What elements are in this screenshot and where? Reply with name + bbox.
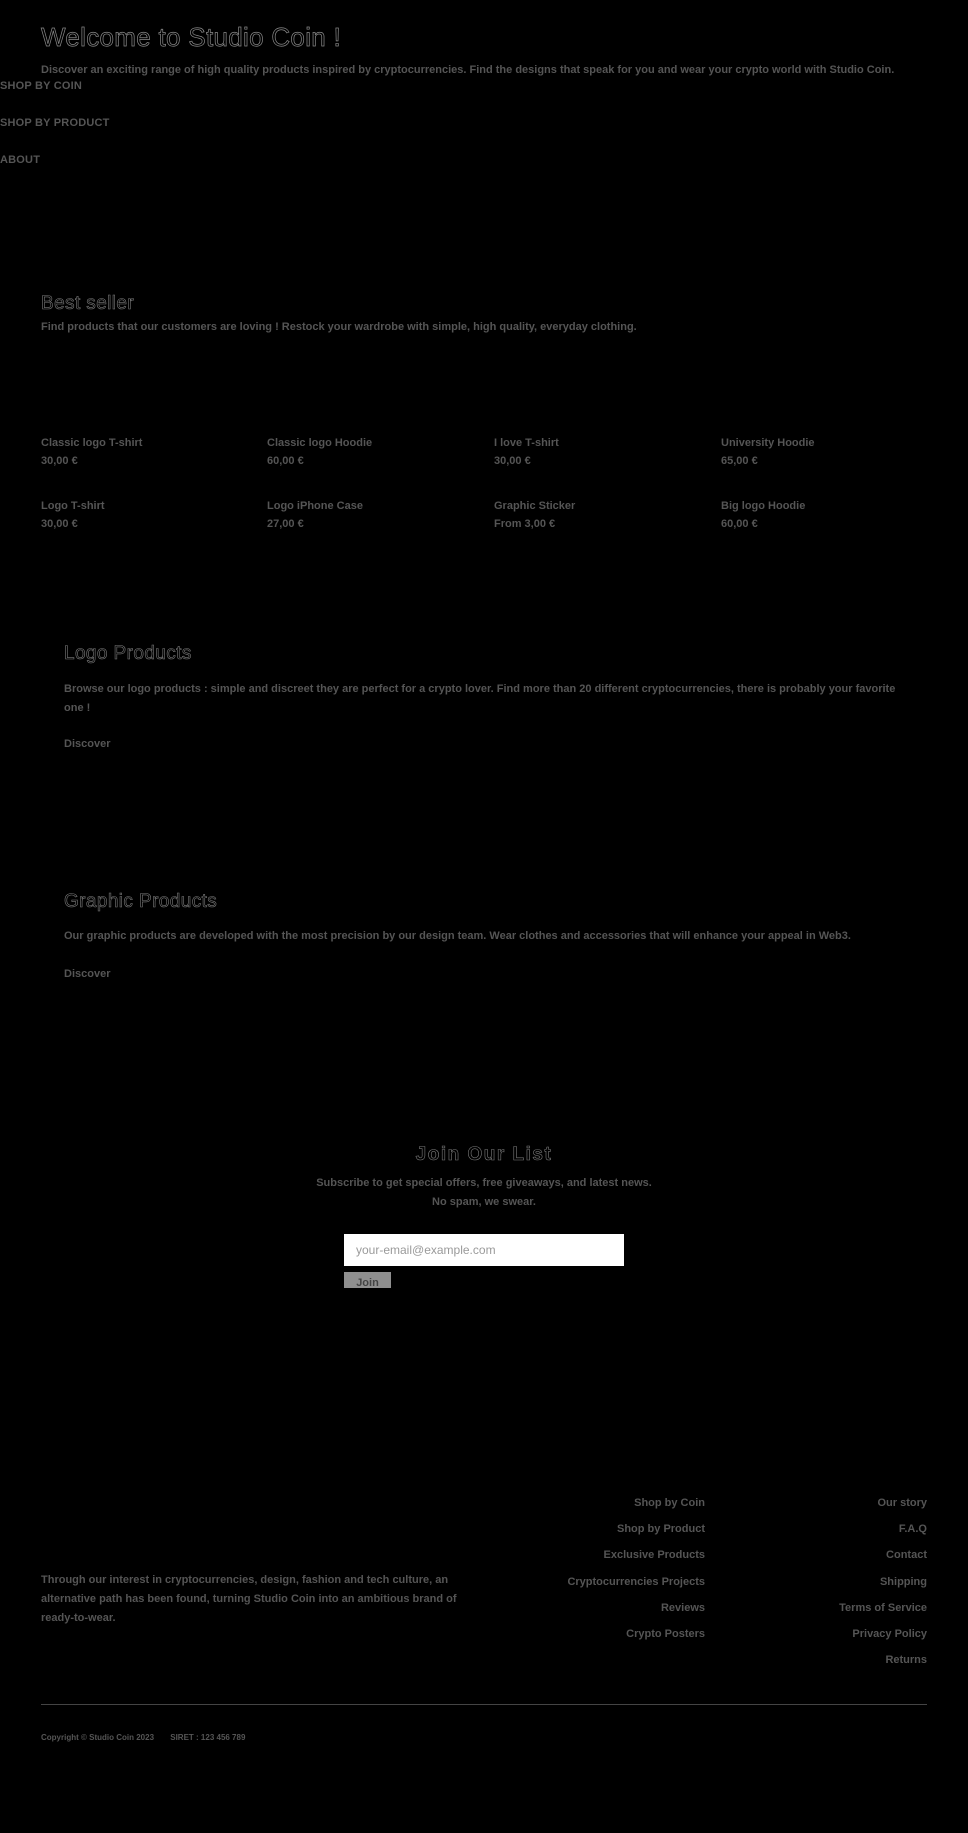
newsletter-title: Join Our List — [415, 1144, 553, 1165]
product-price: 30,00 € — [41, 518, 78, 530]
footer-link[interactable]: Cryptocurrencies Projects — [567, 1575, 705, 1588]
product-price: 27,00 € — [267, 518, 304, 530]
footer-link[interactable]: Shop by Coin — [634, 1497, 705, 1509]
footer-link[interactable]: Shop by Product — [617, 1523, 705, 1536]
footer-link[interactable]: Privacy Policy — [852, 1627, 927, 1640]
newsletter-text: Subscribe to get special offers, free giveaways, and latest news. — [316, 1177, 652, 1189]
copyright-text: Copyright © Studio Coin 2023 — [41, 1733, 155, 1742]
product-card[interactable] — [41, 434, 241, 470]
product-name[interactable]: Graphic Sticker — [494, 500, 576, 512]
logo-products-title: Logo Products — [64, 643, 192, 664]
product-name[interactable]: University Hoodie — [721, 437, 815, 449]
nav-shop-by-coin[interactable]: SHOP BY COIN — [0, 80, 83, 92]
footer-info-links — [727, 1490, 927, 1673]
footer-about-text: Through our interest in cryptocurrencies, design, fashion and tech culture, an alternative path has been found, turning Studio Coin into an ambitious brand of ready-to-wear. — [41, 1574, 457, 1624]
siret-text: SIRET : 123 456 789 — [170, 1733, 246, 1742]
newsletter-no-spam: No spam, we swear. — [432, 1196, 536, 1208]
product-price: 60,00 € — [267, 455, 304, 467]
graphic-products-discover-link[interactable]: Discover — [64, 968, 111, 980]
product-card[interactable] — [41, 497, 241, 533]
best-seller-title: Best seller — [41, 293, 135, 314]
graphic-products-title: Graphic Products — [64, 891, 218, 912]
product-name[interactable]: I love T-shirt — [494, 437, 559, 449]
logo-products-discover-link[interactable]: Discover — [64, 738, 111, 750]
product-card[interactable] — [721, 434, 921, 470]
product-price: 65,00 € — [721, 455, 758, 467]
product-name[interactable]: Big logo Hoodie — [721, 500, 806, 512]
product-price: 30,00 € — [41, 455, 78, 467]
footer-link[interactable]: Shipping — [879, 1575, 927, 1588]
product-price: 30,00 € — [494, 455, 531, 467]
product-card[interactable] — [494, 434, 694, 470]
product-card[interactable] — [721, 497, 921, 533]
graphic-products-description: Our graphic products are developed with the most precision by our design team. Wear clothes and accessories that will enhance your appeal in Web3. — [64, 930, 851, 942]
footer-divider — [41, 1704, 927, 1705]
copyright — [41, 1733, 245, 1742]
product-price: 60,00 € — [721, 518, 758, 530]
footer-link[interactable]: Exclusive Products — [603, 1549, 705, 1562]
product-card[interactable] — [267, 497, 467, 533]
email-input[interactable] — [344, 1234, 624, 1266]
product-name[interactable]: Logo iPhone Case — [267, 500, 363, 512]
product-card[interactable] — [267, 434, 467, 470]
footer-link[interactable]: Terms of Service — [839, 1601, 927, 1614]
footer-link[interactable]: Crypto Posters — [626, 1627, 705, 1640]
nav-about[interactable]: ABOUT — [0, 154, 41, 166]
footer-link[interactable]: Reviews — [660, 1601, 705, 1614]
join-button[interactable]: Join — [344, 1272, 391, 1288]
product-name[interactable]: Classic logo T-shirt — [41, 437, 143, 449]
product-card[interactable] — [494, 497, 694, 533]
best-seller-subtitle: Find products that our customers are loving ! Restock your wardrobe with simple, high quality, everyday clothing. — [41, 321, 637, 333]
nav-shop-by-product[interactable]: SHOP BY PRODUCT — [0, 117, 110, 129]
footer-link[interactable]: Our story — [877, 1497, 927, 1509]
product-price: From 3,00 € — [494, 518, 556, 530]
footer-shop-links — [505, 1490, 705, 1647]
footer-link[interactable]: Returns — [885, 1654, 927, 1667]
product-name[interactable]: Logo T-shirt — [41, 500, 105, 512]
product-name[interactable]: Classic logo Hoodie — [267, 437, 373, 449]
hero-subtitle: Discover an exciting range of high quality products inspired by cryptocurrencies. Find the designs that speak for you and wear your crypto world with Studio Coin. — [41, 64, 895, 76]
logo-products-description: Browse our logo products : simple and discreet they are perfect for a crypto lover. Find more than 20 different cryptocurrencies, there is probably your favorite one ! — [64, 683, 896, 714]
hero-title: Welcome to Studio Coin ! — [41, 22, 342, 52]
footer-link[interactable]: F.A.Q — [898, 1523, 927, 1536]
footer-link[interactable]: Contact — [886, 1549, 927, 1562]
